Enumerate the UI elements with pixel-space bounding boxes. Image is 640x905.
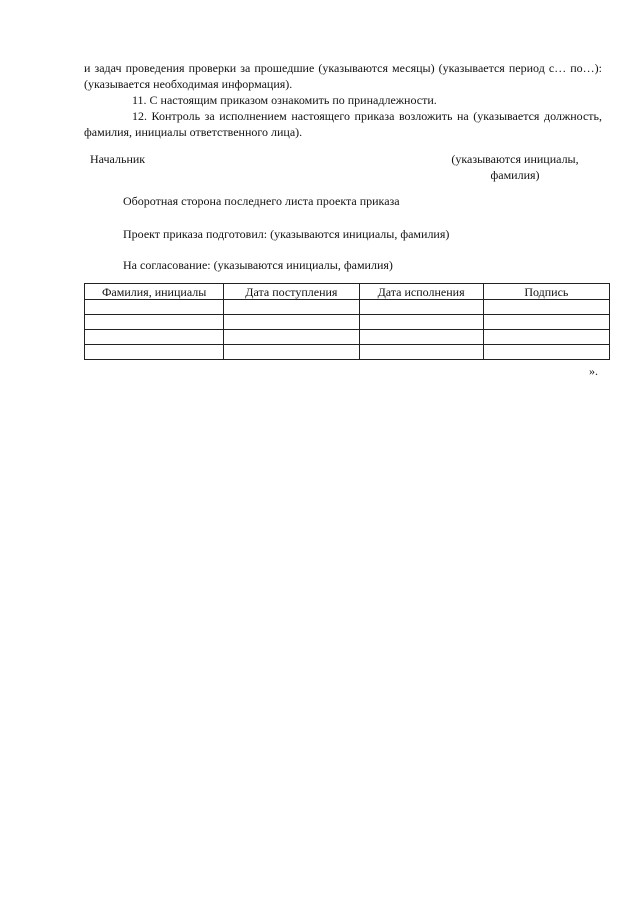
approval-table [84, 283, 610, 360]
closing-quote: ». [589, 364, 598, 378]
paragraph-inspection-tasks: и задач проведения проверки за прошедшие (указываются месяцы) (указывается период с… по…): (указывается необходимая информация). [84, 61, 602, 91]
table-row [85, 330, 610, 345]
table-cell [359, 330, 483, 345]
signature-initials-line-1: (указываются инициалы, [451, 152, 579, 166]
header-completed-date: Дата исполнения [359, 284, 483, 300]
signature-initials-line-2: фамилия) [490, 168, 540, 182]
table-cell [359, 300, 483, 315]
table-header-row [85, 284, 610, 300]
table-cell [483, 300, 609, 315]
table-cell [224, 300, 359, 315]
table-cell [483, 345, 609, 360]
approval-line: На согласование: (указываются инициалы, фамилия) [123, 258, 393, 272]
table-cell [85, 315, 224, 330]
table-cell [85, 330, 224, 345]
table-cell [359, 345, 483, 360]
prepared-by-line: Проект приказа подготовил: (указываются инициалы, фамилия) [123, 227, 450, 241]
table-row [85, 315, 610, 330]
signature-initials [420, 151, 610, 183]
table-cell [85, 345, 224, 360]
reverse-side-heading: Оборотная сторона последнего листа проекта приказа [123, 194, 400, 208]
table-cell [483, 315, 609, 330]
table-row [85, 300, 610, 315]
paragraph-item-11: 11. С настоящим приказом ознакомить по принадлежности. [132, 93, 437, 107]
header-received-date: Дата поступления [224, 284, 359, 300]
header-signature: Подпись [483, 284, 609, 300]
table-cell [483, 330, 609, 345]
signature-position: Начальник [90, 152, 146, 166]
table-cell [85, 300, 224, 315]
table-cell [224, 315, 359, 330]
header-name-initials: Фамилия, инициалы [85, 284, 224, 300]
table-cell [224, 345, 359, 360]
table-row [85, 345, 610, 360]
paragraph-item-12: 12. Контроль за исполнением настоящего приказа возложить на (указывается должность, фамилия, инициалы ответственного лица). [84, 109, 602, 139]
table-cell [359, 315, 483, 330]
table-cell [224, 330, 359, 345]
